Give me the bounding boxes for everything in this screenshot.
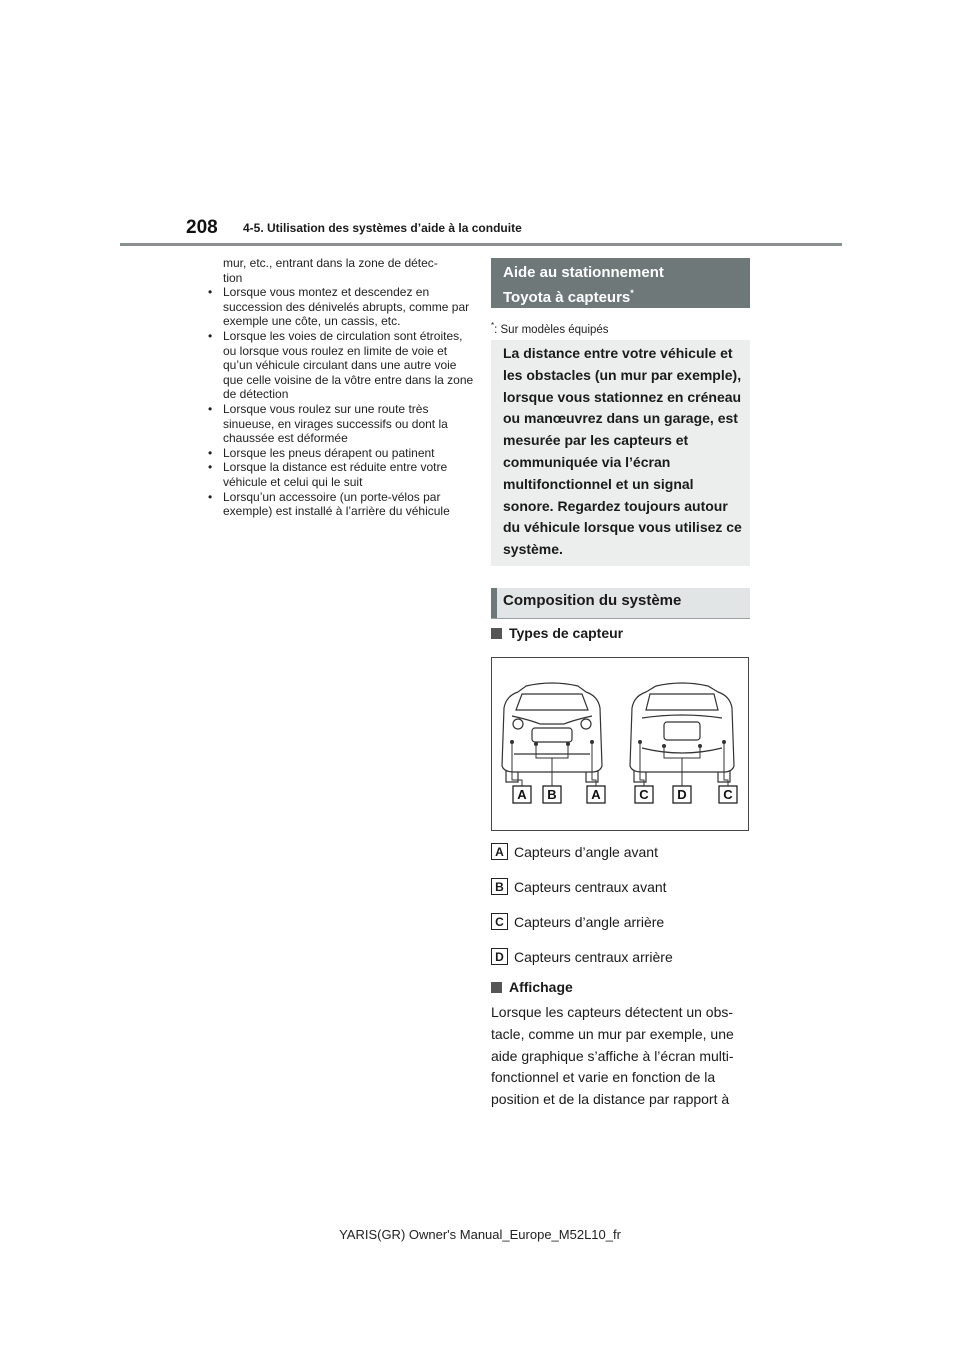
types-heading: Types de capteur [491, 625, 623, 641]
sensor-diagram [491, 657, 749, 831]
header-divider [120, 243, 842, 246]
legend-text: Capteurs d’angle arrière [514, 913, 665, 930]
diagram-label-c: C [639, 787, 649, 802]
diagram-label-d: D [677, 787, 687, 802]
display-heading: Affichage [491, 979, 573, 995]
page-footer: YARIS(GR) Owner's Manual_Europe_M52L10_fr [339, 1227, 621, 1242]
legend-key: B [491, 878, 508, 895]
summary-box: La distance entre votre véhicule et les obstacles (un mur par exemple), lorsque vous stationnez en créneau ou manœuvrez dans un garage, est mesurée par les capteurs et communiquée via l’écran multifonctionnel et un signal sonore. Regardez toujours autour du véhicule lorsque vous utilisez ce système. [491, 340, 750, 566]
subsection-underline [491, 618, 750, 619]
square-bullet-icon [491, 628, 502, 639]
title-line-2: Toyota à capteurs* [503, 288, 634, 306]
legend-item [491, 913, 664, 930]
list-item: • Lorsque vous roulez sur une route très sinueuse, en virages successifs ou dont la chaussée est déformée [204, 402, 474, 446]
legend-key: C [491, 913, 508, 930]
subsection-title: Composition du système [491, 588, 750, 618]
list-item: • Lorsque vous montez et descendez en succession des dénivelés abrupts, comme par exemple une côte, un cassis, etc. [204, 285, 474, 329]
car-illustration [492, 658, 748, 830]
list-item: • Lorsqu’un accessoire (un porte-vélos par exemple) est installé à l’arrière du véhicule [204, 490, 474, 519]
display-description: Lorsque les capteurs détectent un obs- tacle, comme un mur par exemple, une aide graphique s’affiche à l’écran multi- fonctionnel et varie en fonction de la position et de la distance par rapport à [491, 1004, 734, 1108]
legend-item [491, 843, 658, 860]
page-number: 208 [186, 217, 218, 238]
footnote-marker: * [630, 288, 634, 298]
diagram-label-a: A [591, 787, 601, 802]
list-item: • Lorsque les voies de circulation sont étroites, ou lorsque vous roulez en limite de voie et qu’un véhicule circulant dans une autre voie que celle voisine de la vôtre entre dans la zone de détection [204, 329, 474, 402]
continued-text: mur, etc., entrant dans la zone de détec- tion [223, 256, 438, 285]
legend-text: Capteurs centraux arrière [514, 948, 673, 965]
list-item: • Lorsque les pneus dérapent ou patinent [204, 446, 474, 461]
square-bullet-icon [491, 982, 502, 993]
title-line-1: Aide au stationnement [503, 264, 664, 281]
left-column [204, 256, 474, 519]
section-title: 4-5. Utilisation des systèmes d’aide à la conduite [243, 221, 522, 235]
diagram-label-a: A [517, 787, 527, 802]
section-title-box [491, 258, 750, 308]
legend-text: Capteurs d’angle avant [514, 843, 658, 860]
diagram-label-c: C [723, 787, 733, 802]
legend-item [491, 878, 667, 895]
legend-key: A [491, 843, 508, 860]
list-item: • Lorsque la distance est réduite entre votre véhicule et celui qui le suit [204, 460, 474, 489]
footnote: *: Sur modèles équipés [491, 321, 609, 336]
diagram-label-b: B [547, 787, 557, 802]
legend-text: Capteurs centraux avant [514, 878, 667, 895]
legend-key: D [491, 948, 508, 965]
legend-item [491, 948, 673, 965]
